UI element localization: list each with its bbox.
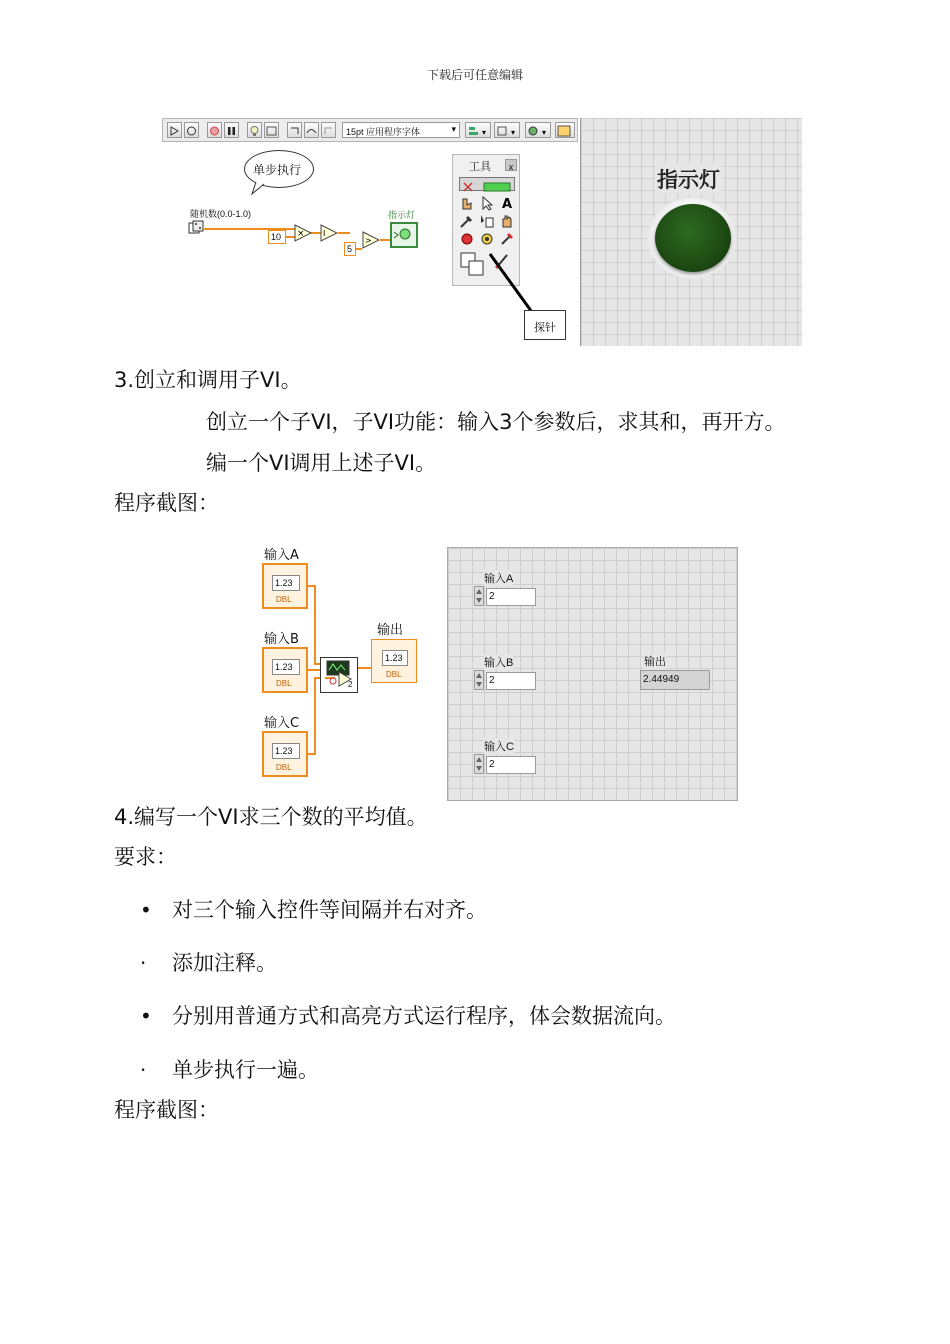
figure-1	[162, 118, 802, 346]
constant-5[interactable]	[344, 242, 356, 256]
input-a-terminal[interactable]	[262, 563, 308, 609]
panel-input-b-label: 输入B	[484, 654, 513, 670]
list-item	[140, 1002, 676, 1030]
wire	[380, 239, 390, 241]
section-3-line-2: 编一个VI调用上述子VI。	[206, 451, 437, 475]
round-node[interactable]	[320, 224, 338, 242]
bullet: •	[140, 898, 152, 922]
labview-toolbar	[162, 118, 578, 142]
probe-callout-text: 探针	[534, 322, 556, 334]
multiply-node[interactable]	[294, 224, 312, 242]
close-icon: x	[508, 162, 514, 172]
input-a-num: 1.23	[272, 575, 300, 591]
output-num: 1.23	[382, 650, 408, 666]
run-continuously-button[interactable]	[184, 122, 199, 138]
constant-10-value: 10	[271, 232, 282, 242]
subvi-node-input: 2	[348, 680, 353, 689]
panel-input-a-stepper[interactable]	[474, 586, 484, 606]
shortcut-menu-tool-icon[interactable]	[479, 213, 495, 229]
green-led-indicator[interactable]	[647, 198, 737, 278]
panel-output-field: 2.44949	[640, 670, 710, 690]
bullet: ·	[140, 1058, 147, 1082]
figure-2	[256, 543, 740, 803]
list-item-text: 单步执行一遍。	[172, 1058, 319, 1082]
input-c-type: DBL	[276, 763, 292, 772]
bullet: ·	[140, 951, 147, 975]
input-c-num: 1.23	[272, 743, 300, 759]
position-tool-icon[interactable]	[479, 195, 495, 211]
list-item	[140, 896, 487, 924]
page-header: 下载后可任意编辑	[426, 68, 523, 82]
panel-input-c-stepper[interactable]	[474, 754, 484, 774]
block-diagram-2	[256, 543, 436, 783]
panel-output-label: 输出	[644, 653, 666, 669]
indicator-terminal-label: 指示灯	[388, 210, 416, 220]
svg-text:▾: ▾	[511, 128, 516, 137]
list-item-text: 分别用普通方式和高亮方式运行程序，体会数据流向。	[172, 1004, 676, 1028]
dropdown-arrow-icon: ▾	[451, 124, 456, 134]
wire	[355, 248, 362, 250]
bullet: •	[140, 1004, 152, 1028]
tools-close-button[interactable]	[505, 159, 517, 171]
svg-text:I: I	[323, 229, 326, 238]
front-panel-2	[447, 547, 738, 801]
svg-text:>: >	[365, 236, 372, 245]
input-c-terminal[interactable]	[262, 731, 308, 777]
context-help-icon[interactable]	[555, 122, 575, 138]
wire	[358, 667, 372, 669]
wire	[314, 677, 316, 755]
svg-text:A: A	[502, 197, 513, 211]
input-b-type: DBL	[276, 679, 292, 688]
abort-button[interactable]	[207, 122, 222, 138]
section-4-heading: 4.编写一个VI求三个数的平均值。	[114, 805, 428, 829]
wiring-tool-icon[interactable]	[459, 213, 475, 229]
step-over-button[interactable]	[304, 122, 319, 138]
section-3-screenshot-label: 程序截图：	[114, 491, 219, 515]
callout-tail	[250, 180, 270, 196]
list-item	[140, 949, 277, 977]
random-number-label: 随机数(0.0-1.0)	[190, 209, 252, 219]
list-item-text: 添加注释。	[172, 951, 277, 975]
step-into-button[interactable]	[287, 122, 302, 138]
svg-text:×: ×	[297, 229, 305, 239]
input-a-type: DBL	[276, 595, 292, 604]
block-diagram	[162, 142, 578, 346]
wire	[314, 585, 316, 665]
input-b-terminal-label: 输入B	[264, 632, 299, 647]
auto-tool-selection-button[interactable]	[459, 177, 515, 191]
panel-input-a-label: 输入A	[484, 570, 513, 586]
output-terminal[interactable]	[371, 639, 417, 683]
input-b-terminal[interactable]	[262, 647, 308, 693]
font-select-value: 15pt 应用程序字体	[346, 127, 421, 137]
section-3-line-1: 创立一个子VI，子VI功能：输入3个参数后，求其和，再开方。	[206, 410, 786, 434]
section-3-heading: 3.创立和调用子VI。	[114, 368, 302, 392]
panel-input-c-field[interactable]: 2	[486, 756, 536, 774]
panel-input-b-stepper[interactable]	[474, 670, 484, 690]
front-panel-indicator	[580, 118, 802, 346]
output-type: DBL	[386, 670, 402, 679]
indicator-title: 指示灯	[655, 164, 722, 194]
pause-button[interactable]	[224, 122, 239, 138]
align-objects-button[interactable]	[465, 122, 491, 138]
tools-palette-title: 工具	[469, 160, 491, 173]
list-item-text: 对三个输入控件等间隔并右对齐。	[172, 898, 487, 922]
wire	[338, 232, 350, 234]
subvi-node[interactable]	[320, 657, 358, 693]
list-item	[140, 1056, 319, 1084]
dice-icon[interactable]	[188, 220, 204, 236]
set-color-tool-icon[interactable]	[459, 251, 487, 277]
constant-10[interactable]	[268, 230, 286, 244]
probe-callout-box	[524, 310, 566, 340]
input-b-num: 1.23	[272, 659, 300, 675]
step-out-button[interactable]	[321, 122, 336, 138]
reorder-button[interactable]	[525, 122, 551, 138]
panel-input-c-label: 输入C	[484, 738, 514, 754]
svg-text:▾: ▾	[542, 128, 547, 137]
led-indicator-terminal[interactable]	[390, 222, 418, 248]
svg-text:▾: ▾	[482, 128, 487, 137]
step-execution-text: 单步执行	[253, 163, 302, 177]
panel-input-b-field[interactable]: 2	[486, 672, 536, 690]
panel-input-a-field[interactable]: 2	[486, 588, 536, 606]
breakpoint-tool-icon[interactable]	[459, 231, 475, 247]
requirements-label: 要求：	[114, 845, 177, 869]
probe-tool-icon[interactable]	[479, 231, 495, 247]
retain-wire-values-button[interactable]	[264, 122, 279, 138]
greater-node[interactable]	[362, 231, 380, 249]
input-c-terminal-label: 输入C	[264, 716, 300, 731]
scroll-tool-icon[interactable]	[499, 213, 515, 229]
section-4-screenshot-label: 程序截图：	[114, 1098, 219, 1122]
wire	[308, 669, 320, 671]
font-select[interactable]	[342, 122, 460, 138]
operate-tool-icon[interactable]	[459, 195, 475, 211]
output-terminal-label: 输出	[377, 623, 404, 638]
text-tool-icon[interactable]	[499, 195, 515, 211]
distribute-objects-button[interactable]	[494, 122, 520, 138]
run-arrow-button[interactable]	[167, 122, 182, 138]
input-a-terminal-label: 输入A	[264, 548, 299, 563]
get-color-tool-icon[interactable]	[499, 231, 515, 247]
highlight-execution-bulb-icon[interactable]	[247, 122, 262, 138]
constant-5-value: 5	[347, 244, 353, 254]
